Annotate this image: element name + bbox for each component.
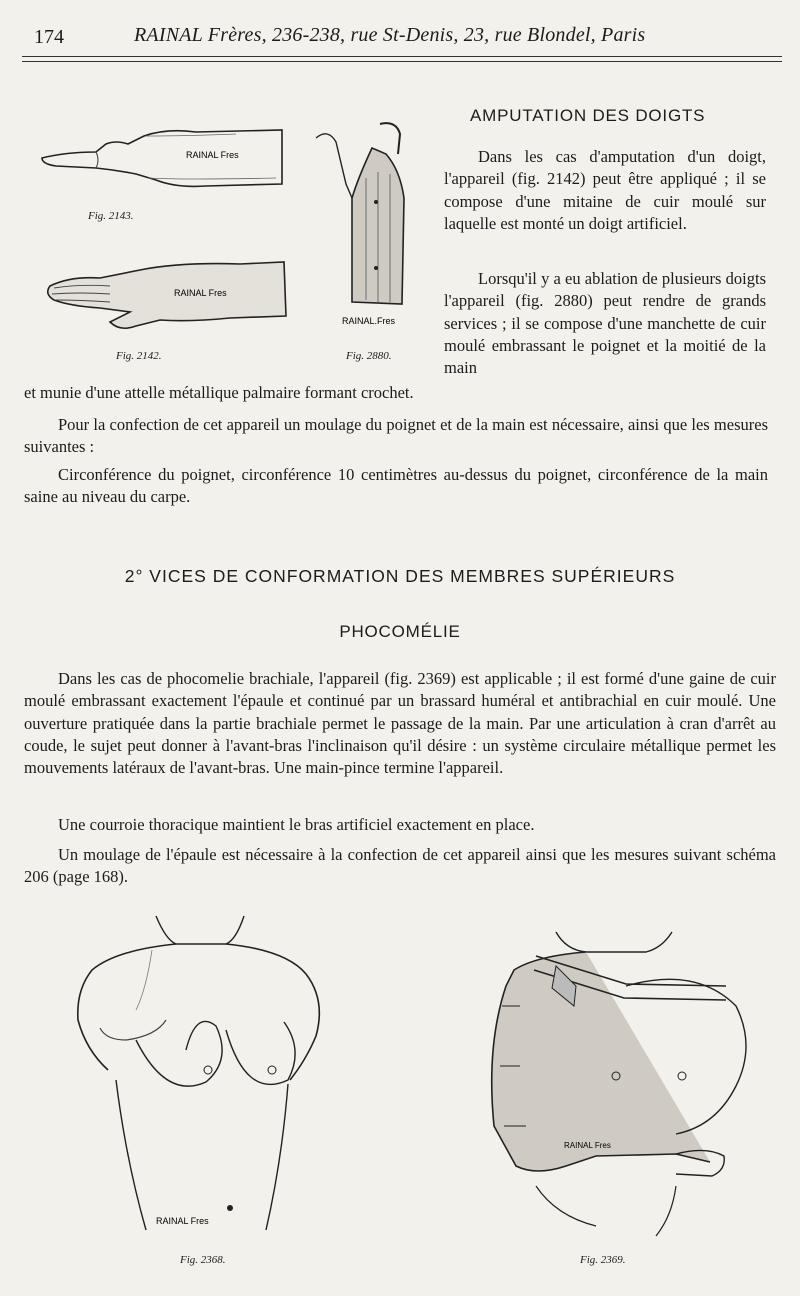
- mitten-prosthesis-figure-2142: [40, 256, 290, 340]
- stamp-2142: RAINAL Fres: [174, 288, 227, 298]
- caption-fig-2369: Fig. 2369.: [580, 1254, 626, 1266]
- paragraph-amputation-1: Dans les cas d'amputation d'un doigt, l'appareil (fig. 2142) peut être appliqué ; il se compose d'une mitaine de cuir moulé sur laquelle est monté un doigt artificiel.: [444, 147, 766, 233]
- wrist-cuff-prosthesis-figure-2880: [306, 118, 430, 328]
- caption-fig-2368: Fig. 2368.: [180, 1254, 226, 1266]
- stamp-2368: RAINAL Fres: [156, 1216, 209, 1226]
- torso-figure-2368: [56, 910, 346, 1240]
- paragraph-amputation-2-continued: et munie d'une attelle métallique palmaire formant crochet.: [24, 383, 414, 402]
- arm-prosthesis-figure-2369: [476, 926, 766, 1242]
- paragraph-phocomelie-2: Une courroie thoracique maintient le bras artificiel exactement en place.: [58, 815, 535, 834]
- caption-fig-2142: Fig. 2142.: [116, 350, 162, 362]
- section-heading-amputation: AMPUTATION DES DOIGTS: [470, 106, 706, 125]
- running-head: RAINAL Frères, 236-238, rue St-Denis, 23, rue Blondel, Paris: [134, 24, 646, 46]
- section-heading-vices: 2° VICES DE CONFORMATION DES MEMBRES SUPÉRIEURS: [124, 566, 676, 586]
- stamp-2143: RAINAL Fres: [186, 150, 239, 160]
- paragraph-confection: Pour la confection de cet appareil un moulage du poignet et de la main est nécessaire, ainsi que les mesures suivantes :: [24, 415, 768, 457]
- header-rule: [22, 56, 782, 57]
- paragraph-phocomelie-3: Un moulage de l'épaule est nécessaire à la confection de cet appareil ainsi que les mesures suivant schéma 206 (page 168).: [24, 845, 776, 887]
- page-number: 174: [34, 26, 64, 48]
- hand-prosthesis-figure-2143: [36, 118, 286, 198]
- paragraph-measurements: Circonférence du poignet, circonférence 10 centimètres au-dessus du poignet, circonférence de la main saine au niveau du carpe.: [24, 465, 768, 507]
- stamp-2369: RAINAL Fres: [564, 1141, 611, 1150]
- caption-fig-2880: Fig. 2880.: [346, 350, 392, 362]
- header-rule-thin: [22, 61, 782, 62]
- caption-fig-2143: Fig. 2143.: [88, 210, 134, 222]
- page-header: [22, 22, 782, 52]
- paragraph-phocomelie-1: Dans les cas de phocomelie brachiale, l'appareil (fig. 2369) est applicable ; il est formé d'une gaine de cuir moulé embrassant exactement l'épaule et continué par un brassard huméral et antibrachial en cuir moulé. Une ouverture pratiquée dans la partie brachiale permet le passage de la main. Par une articulation à cran d'arrêt au coude, le sujet peut donner à l'avant-bras l'inclinaison qu'il désire : un système circulaire métallique permet les mouvements latéraux de l'avant-bras. Une main-pince termine l'appareil.: [24, 669, 776, 778]
- stamp-2880: RAINAL.Fres: [342, 316, 396, 326]
- paragraph-amputation-2: Lorsqu'il y a eu ablation de plusieurs doigts l'appareil (fig. 2880) peut rendre de grands services ; il se compose d'une manchette de cuir moulé embrassant le poignet et la moitié de la main: [444, 269, 766, 378]
- subheading-phocomelie: PHOCOMÉLIE: [339, 622, 461, 641]
